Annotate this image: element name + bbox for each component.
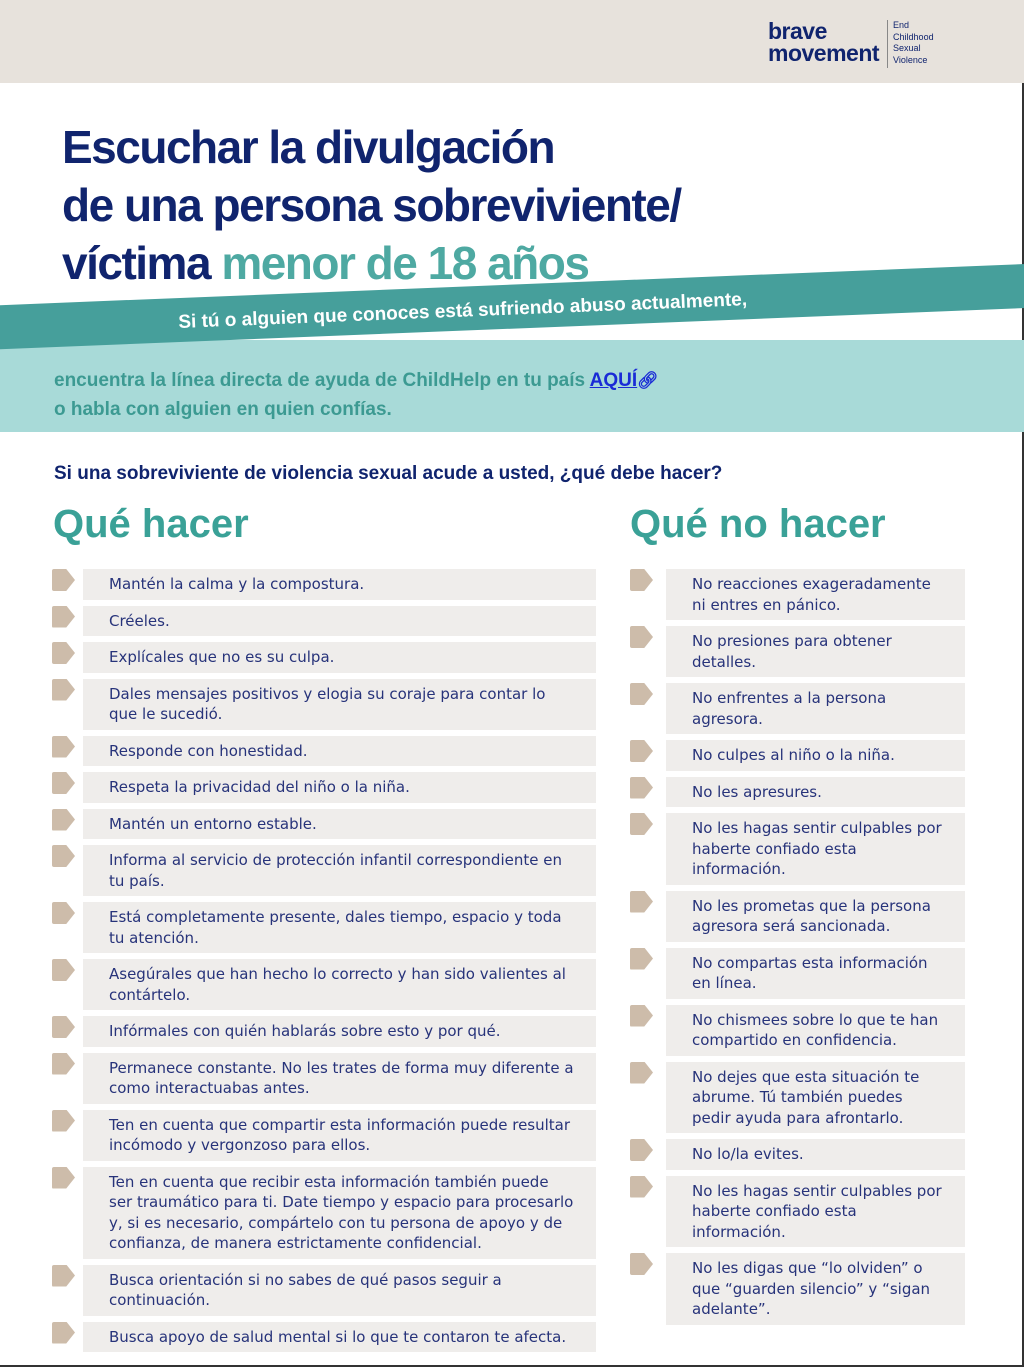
do-heading: Qué hacer <box>53 502 249 546</box>
arrow-bullet-icon <box>630 626 653 648</box>
do-list-item <box>52 1016 596 1047</box>
arrow-bullet-icon <box>630 683 653 705</box>
dont-list-item <box>630 1062 965 1134</box>
dont-list-item <box>630 1005 965 1056</box>
list-item-text: No compartas esta información en línea. <box>666 948 965 999</box>
do-list-item <box>52 772 596 803</box>
list-item-text: No les prometas que la persona agresora será sancionada. <box>666 891 965 942</box>
list-item-text: No culpes al niño o la niña. <box>666 740 965 771</box>
arrow-bullet-icon <box>52 845 75 867</box>
dont-list-item <box>630 777 965 808</box>
list-item-text: Ten en cuenta que compartir esta información puede resultar incómodo y vergonzoso para ellos. <box>83 1110 596 1161</box>
arrow-bullet-icon <box>630 777 653 799</box>
help-text <box>54 366 659 424</box>
list-item-text: Explícales que no es su culpa. <box>83 642 596 673</box>
do-list-item <box>52 736 596 767</box>
list-item-text: Créeles. <box>83 606 596 637</box>
arrow-bullet-icon <box>52 902 75 924</box>
dont-list-item <box>630 1253 965 1325</box>
list-item-text: Respeta la privacidad del niño o la niña. <box>83 772 596 803</box>
arrow-bullet-icon <box>52 959 75 981</box>
do-list-item <box>52 1110 596 1161</box>
logo-subtext: Violence <box>893 54 928 65</box>
list-item-text: Mantén un entorno estable. <box>83 809 596 840</box>
list-item-text: No lo/la evites. <box>666 1139 965 1170</box>
section-question: Si una sobreviviente de violencia sexual acude a usted, ¿qué debe hacer? <box>54 463 723 484</box>
dont-list-item <box>630 1139 965 1170</box>
arrow-bullet-icon <box>52 1167 75 1189</box>
do-list-item <box>52 606 596 637</box>
logo-text: brave <box>768 18 827 44</box>
list-item-text: No chismees sobre lo que te han compartido en confidencia. <box>666 1005 965 1056</box>
logo-subtext: End <box>893 20 910 30</box>
arrow-bullet-icon <box>630 1005 653 1027</box>
list-item-text: Dales mensajes positivos y elogia su coraje para contar lo que le sucedió. <box>83 679 596 730</box>
dont-list-item <box>630 813 965 885</box>
brave-movement-logo <box>768 20 934 68</box>
arrow-bullet-icon <box>52 1265 75 1287</box>
dont-list-item <box>630 626 965 677</box>
title-line: víctima <box>62 237 222 289</box>
list-item-text: No les hagas sentir culpables por haberte confiado esta información. <box>666 813 965 885</box>
logo-subtext: Childhood <box>893 31 934 42</box>
do-list-item <box>52 1265 596 1316</box>
page-title <box>62 118 681 292</box>
list-item-text: No les digas que “lo olviden” o que “guarden silencio” y “sigan adelante”. <box>666 1253 965 1325</box>
do-list-item <box>52 569 596 600</box>
logo-divider <box>887 20 888 68</box>
arrow-bullet-icon <box>630 740 653 762</box>
dont-list <box>630 569 965 1325</box>
list-item-text: No reacciones exageradamente ni entres en pánico. <box>666 569 965 620</box>
arrow-bullet-icon <box>630 813 653 835</box>
do-list-item <box>52 845 596 896</box>
dont-list-item <box>630 683 965 734</box>
do-list-item <box>52 1053 596 1104</box>
alert-banner-text: Si tú o alguien que conoces está sufriendo abuso actualmente, <box>178 289 748 333</box>
do-list-item <box>52 642 596 673</box>
list-item-text: Infórmales con quién hablarás sobre esto y por qué. <box>83 1016 596 1047</box>
list-item-text: No dejes que esta situación te abrume. Tú también puedes pedir ayuda para afrontarlo. <box>666 1062 965 1134</box>
arrow-bullet-icon <box>630 569 653 591</box>
arrow-bullet-icon <box>52 736 75 758</box>
list-item-text: Responde con honestidad. <box>83 736 596 767</box>
help-line: o habla con alguien en quien confías. <box>54 399 392 420</box>
dont-list-item <box>630 1176 965 1248</box>
link-icon[interactable]: 🔗︎ <box>637 371 659 390</box>
title-line: de una persona sobreviviente/ <box>62 179 681 231</box>
logo-text: movement <box>768 40 880 66</box>
arrow-bullet-icon <box>52 569 75 591</box>
arrow-bullet-icon <box>52 809 75 831</box>
do-list-item <box>52 809 596 840</box>
arrow-bullet-icon <box>52 1016 75 1038</box>
arrow-bullet-icon <box>630 1176 653 1198</box>
arrow-bullet-icon <box>52 1322 75 1344</box>
list-item-text: Está completamente presente, dales tiempo, espacio y toda tu atención. <box>83 902 596 953</box>
dont-list-item <box>630 891 965 942</box>
dont-heading: Qué no hacer <box>630 502 886 546</box>
title-line: Escuchar la divulgación <box>62 121 555 173</box>
list-item-text: Ten en cuenta que recibir esta información también puede ser traumático para ti. Date tiempo y espacio para procesarlo y, si es necesario, compártelo con tu persona de apoyo y de confianza, de manera estrictamente confidencial. <box>83 1167 596 1259</box>
arrow-bullet-icon <box>52 606 75 628</box>
list-item-text: No presiones para obtener detalles. <box>666 626 965 677</box>
do-list <box>52 569 596 1352</box>
arrow-bullet-icon <box>630 891 653 913</box>
list-item-text: No enfrentes a la persona agresora. <box>666 683 965 734</box>
list-item-text: Busca apoyo de salud mental si lo que te contaron te afecta. <box>83 1322 596 1353</box>
arrow-bullet-icon <box>52 679 75 701</box>
arrow-bullet-icon <box>52 1110 75 1132</box>
list-item-text: Permanece constante. No les trates de forma muy diferente a como interactuabas antes. <box>83 1053 596 1104</box>
arrow-bullet-icon <box>630 1139 653 1161</box>
list-item-text: Asegúrales que han hecho lo correcto y han sido valientes al contártelo. <box>83 959 596 1010</box>
arrow-bullet-icon <box>52 642 75 664</box>
title-highlight: menor de 18 años <box>221 237 589 289</box>
do-list-item <box>52 1322 596 1353</box>
dont-list-item <box>630 948 965 999</box>
childhelp-link[interactable]: AQUÍ <box>589 370 638 391</box>
arrow-bullet-icon <box>52 772 75 794</box>
dont-list-item <box>630 569 965 620</box>
arrow-bullet-icon <box>52 1053 75 1075</box>
do-list-item <box>52 1167 596 1259</box>
logo-subtext: Sexual <box>893 43 921 53</box>
list-item-text: Informa al servicio de protección infantil correspondiente en tu país. <box>83 845 596 896</box>
dont-list-item <box>630 740 965 771</box>
list-item-text: Busca orientación si no sabes de qué pasos seguir a continuación. <box>83 1265 596 1316</box>
do-list-item <box>52 679 596 730</box>
list-item-text: Mantén la calma y la compostura. <box>83 569 596 600</box>
list-item-text: No les apresures. <box>666 777 965 808</box>
arrow-bullet-icon <box>630 1253 653 1275</box>
do-list-item <box>52 959 596 1010</box>
do-list-item <box>52 902 596 953</box>
arrow-bullet-icon <box>630 948 653 970</box>
help-line: encuentra la línea directa de ayuda de ChildHelp en tu país <box>54 370 590 391</box>
arrow-bullet-icon <box>630 1062 653 1084</box>
list-item-text: No les hagas sentir culpables por haberte confiado esta información. <box>666 1176 965 1248</box>
